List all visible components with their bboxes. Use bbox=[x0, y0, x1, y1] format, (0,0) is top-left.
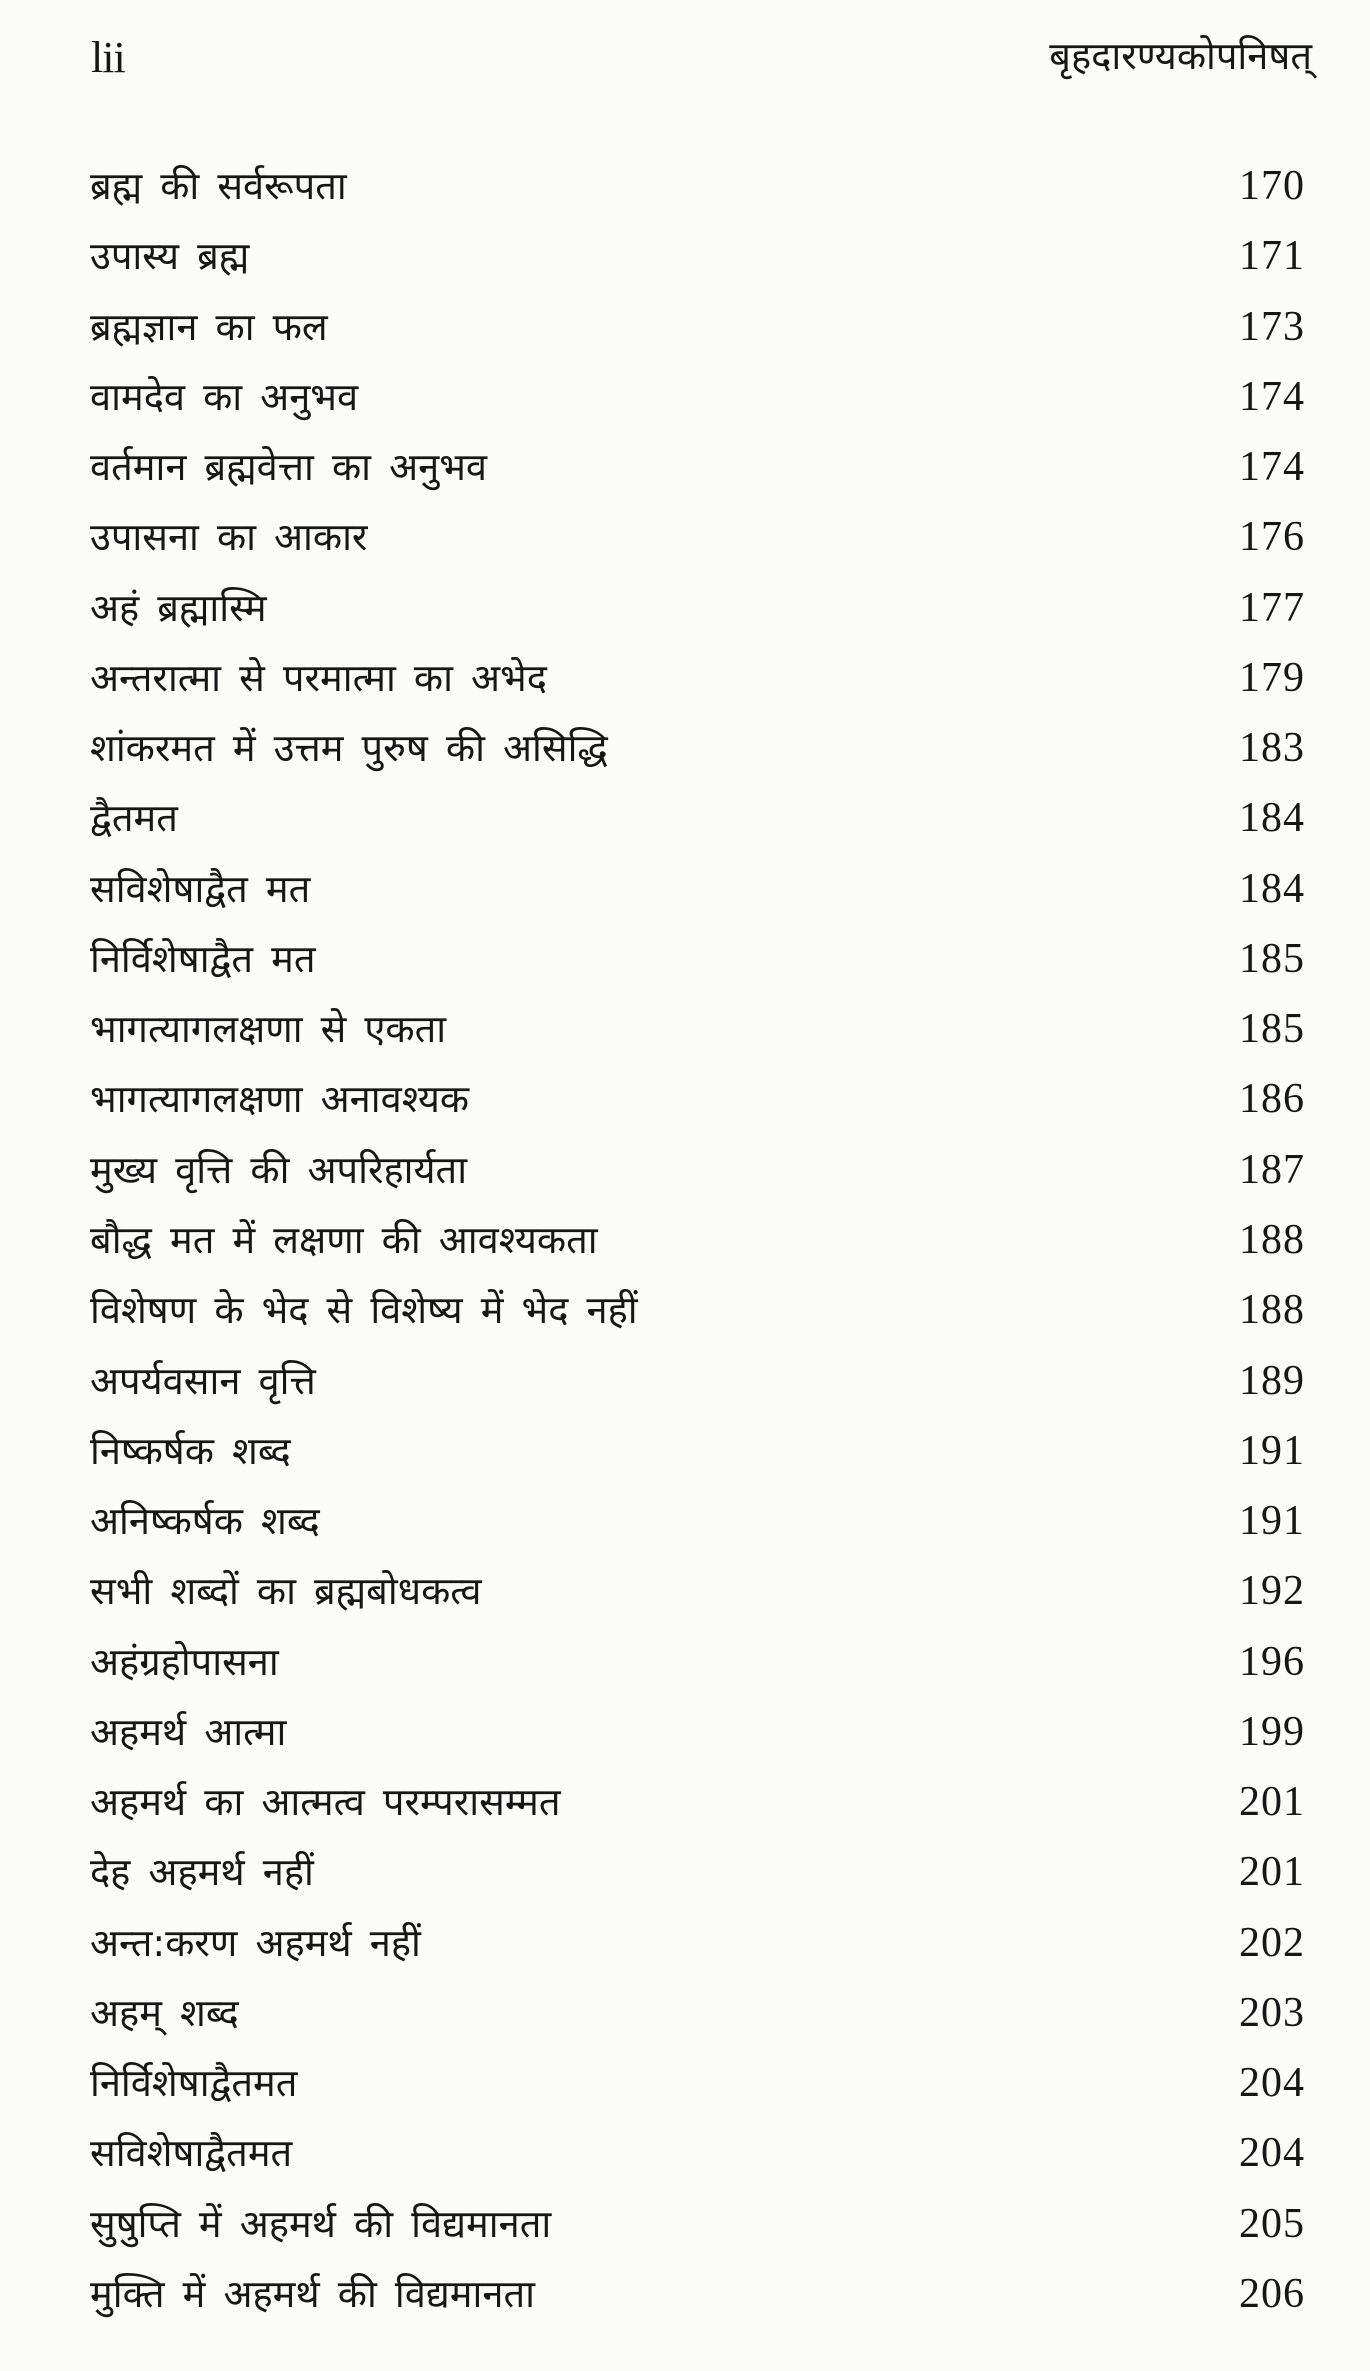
toc-entry-title: वर्तमान ब्रह्मवेत्ता का अनुभव bbox=[90, 445, 488, 490]
toc-entry-title: उपास्य ब्रह्म bbox=[90, 234, 250, 279]
toc-entry bbox=[90, 1706, 1305, 1758]
toc-entry-title: अहमर्थ का आत्मत्व परम्परासम्मत bbox=[90, 1780, 561, 1825]
toc-entry-page: 174 bbox=[1239, 373, 1305, 420]
toc-entry-title: ब्रह्म की सर्वरूपता bbox=[90, 164, 347, 208]
toc-entry bbox=[90, 1565, 1305, 1617]
toc-entry-page: 192 bbox=[1239, 1568, 1305, 1615]
toc-entry bbox=[90, 1636, 1305, 1688]
toc-entry-title: सविशेषाद्वैत मत bbox=[90, 866, 311, 911]
toc-entry bbox=[90, 1425, 1305, 1477]
toc-entry-page: 191 bbox=[1239, 1498, 1305, 1545]
toc-entry bbox=[90, 1144, 1305, 1196]
toc-entry-page: 201 bbox=[1239, 1779, 1305, 1826]
toc-entry-page: 202 bbox=[1239, 1919, 1305, 1966]
toc-entry-page: 185 bbox=[1239, 935, 1305, 982]
toc-entry-page: 206 bbox=[1239, 2270, 1305, 2317]
toc-entry bbox=[90, 933, 1305, 985]
toc-entry-page: 196 bbox=[1239, 1638, 1305, 1685]
toc-entry-title: देह अहमर्थ नहीं bbox=[90, 1850, 314, 1895]
toc-entry bbox=[90, 652, 1305, 704]
toc-entry bbox=[90, 160, 1305, 212]
toc-entry-page: 186 bbox=[1239, 1076, 1305, 1123]
toc-entry-title: अपर्यवसान वृत्ति bbox=[90, 1358, 316, 1403]
toc-entry bbox=[90, 1776, 1305, 1828]
toc-entry bbox=[90, 1003, 1305, 1055]
toc-entry-page: 171 bbox=[1239, 233, 1305, 280]
toc-entry-page: 203 bbox=[1239, 1989, 1305, 2036]
toc-entry-title: उपासना का आकार bbox=[90, 515, 368, 560]
toc-entry-page: 188 bbox=[1239, 1216, 1305, 1263]
toc-entry bbox=[90, 1917, 1305, 1969]
toc-entry-page: 204 bbox=[1239, 2060, 1305, 2107]
toc-entry bbox=[90, 230, 1305, 282]
table-of-contents bbox=[90, 160, 1305, 2320]
toc-entry bbox=[90, 1987, 1305, 2039]
toc-entry-title: अन्त:करण अहमर्थ नहीं bbox=[90, 1920, 421, 1965]
toc-entry-title: निष्कर्षक शब्द bbox=[90, 1428, 291, 1473]
toc-entry bbox=[90, 2198, 1305, 2250]
toc-entry-title: अहम् शब्द bbox=[90, 1990, 239, 2035]
toc-entry-page: 189 bbox=[1239, 1357, 1305, 1404]
toc-entry-title: वामदेव का अनुभव bbox=[90, 374, 359, 419]
toc-entry-title: निर्विशेषाद्वैत मत bbox=[90, 936, 316, 981]
toc-entry-title: शांकरमत में उत्तम पुरुष की असिद्धि bbox=[90, 726, 608, 771]
toc-entry bbox=[90, 1214, 1305, 1266]
toc-entry-page: 173 bbox=[1239, 303, 1305, 350]
toc-entry-page: 191 bbox=[1239, 1427, 1305, 1474]
toc-entry-title: भागत्यागलक्षणा अनावश्यक bbox=[90, 1077, 470, 1122]
toc-entry-title: द्वैतमत bbox=[90, 796, 178, 841]
toc-entry-page: 201 bbox=[1239, 1849, 1305, 1896]
toc-entry-page: 199 bbox=[1239, 1708, 1305, 1755]
toc-entry-page: 179 bbox=[1239, 654, 1305, 701]
toc-entry bbox=[90, 1284, 1305, 1336]
toc-entry-title: सविशेषाद्वैतमत bbox=[90, 2131, 293, 2176]
toc-entry bbox=[90, 1495, 1305, 1547]
toc-entry bbox=[90, 511, 1305, 563]
toc-entry bbox=[90, 371, 1305, 423]
toc-entry-page: 170 bbox=[1239, 163, 1305, 209]
toc-entry-title: ब्रह्मज्ञान का फल bbox=[90, 304, 328, 349]
toc-entry-page: 187 bbox=[1239, 1146, 1305, 1193]
toc-entry-title: अन्तरात्मा से परमात्मा का अभेद bbox=[90, 655, 547, 700]
toc-entry bbox=[90, 2057, 1305, 2109]
toc-entry-title: बौद्ध मत में लक्षणा की आवश्यकता bbox=[90, 1217, 598, 1262]
toc-entry-page: 184 bbox=[1239, 795, 1305, 842]
toc-entry bbox=[90, 1355, 1305, 1407]
toc-entry bbox=[90, 1073, 1305, 1125]
toc-entry bbox=[90, 722, 1305, 774]
toc-entry-page: 177 bbox=[1239, 584, 1305, 631]
toc-entry-page: 174 bbox=[1239, 444, 1305, 491]
toc-entry-title: विशेषण के भेद से विशेष्य में भेद नहीं bbox=[90, 1288, 638, 1333]
toc-entry bbox=[90, 301, 1305, 353]
toc-entry bbox=[90, 792, 1305, 844]
toc-entry bbox=[90, 2127, 1305, 2179]
toc-entry-title: अहमर्थ आत्मा bbox=[90, 1709, 287, 1754]
toc-entry-page: 184 bbox=[1239, 865, 1305, 912]
toc-entry-title: अनिष्कर्षक शब्द bbox=[90, 1499, 320, 1544]
page-number: lii bbox=[91, 33, 125, 82]
toc-entry bbox=[90, 863, 1305, 915]
toc-entry-title: मुख्य वृत्ति की अपरिहार्यता bbox=[90, 1147, 468, 1192]
toc-entry bbox=[90, 441, 1305, 493]
toc-entry-page: 205 bbox=[1239, 2200, 1305, 2247]
toc-entry bbox=[90, 1846, 1305, 1898]
toc-entry-title: अहंग्रहोपासना bbox=[90, 1639, 279, 1684]
toc-entry-title: निर्विशेषाद्वैतमत bbox=[90, 2061, 298, 2106]
toc-entry-page: 188 bbox=[1239, 1287, 1305, 1334]
toc-entry-title: अहं ब्रह्मास्मि bbox=[90, 585, 267, 630]
toc-entry bbox=[90, 582, 1305, 634]
toc-entry-page: 204 bbox=[1239, 2130, 1305, 2177]
toc-entry-title: सभी शब्दों का ब्रह्मबोधकत्व bbox=[90, 1569, 482, 1614]
toc-entry-page: 185 bbox=[1239, 1006, 1305, 1053]
toc-entry-title: भागत्यागलक्षणा से एकता bbox=[90, 1007, 447, 1052]
toc-entry bbox=[90, 2268, 1305, 2320]
toc-entry-title: मुक्ति में अहमर्थ की विद्यमानता bbox=[90, 2271, 535, 2316]
toc-entry-page: 183 bbox=[1239, 725, 1305, 772]
toc-entry-page: 176 bbox=[1239, 514, 1305, 561]
running-header-title: बृहदारण्यकोपनिषत् bbox=[1049, 34, 1312, 78]
toc-entry-title: सुषुप्ति में अहमर्थ की विद्यमानता bbox=[90, 2201, 552, 2246]
